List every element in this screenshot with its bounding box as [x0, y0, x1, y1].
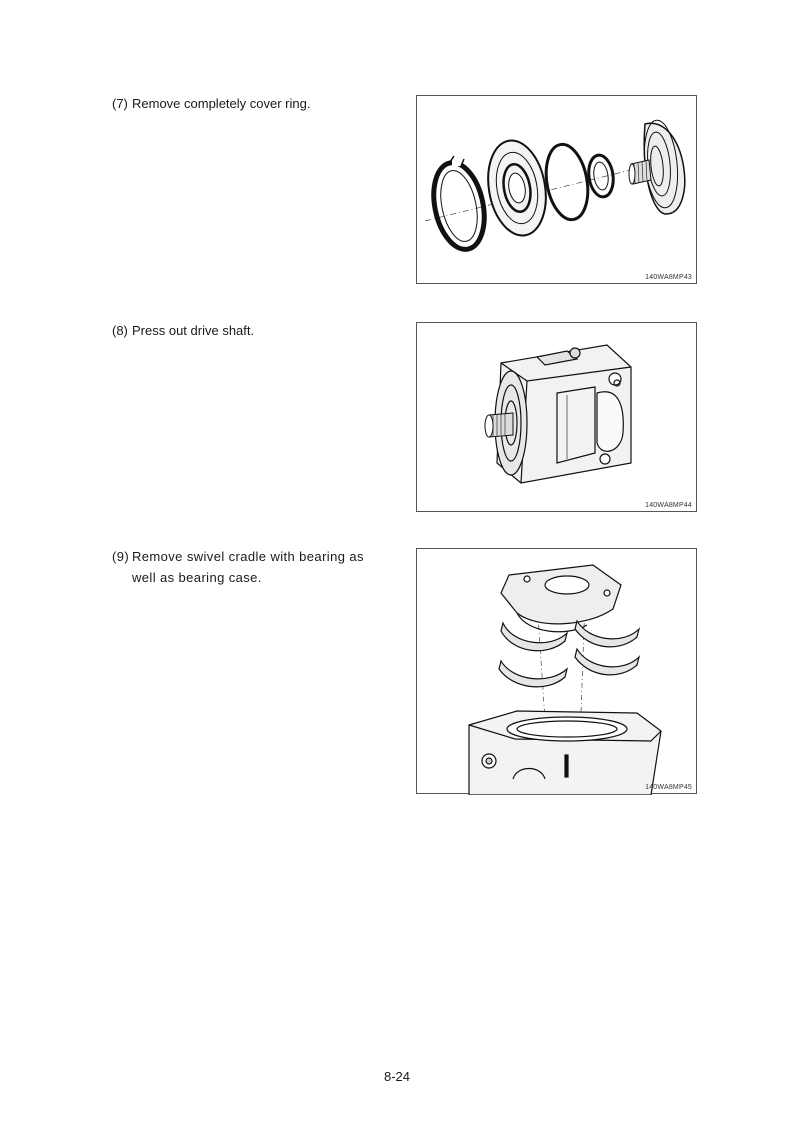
drive-shaft-housing-illustration: [417, 323, 698, 513]
swivel-cradle-exploded-illustration: [417, 549, 698, 795]
step-9-text-line2: well as bearing case.: [132, 570, 262, 585]
bearing-shells-upper: [501, 621, 639, 651]
bearing-shells-lower: [499, 649, 639, 687]
figure-cover-ring: [416, 95, 697, 284]
bearing-case: [469, 711, 661, 795]
step-7-number: (7): [112, 96, 128, 111]
snap-ring: [426, 156, 491, 254]
pump-housing: [495, 345, 631, 483]
figure-code: 140WA8MP44: [645, 502, 692, 509]
step-9-number: (9): [112, 549, 130, 564]
shaft-seal: [586, 154, 616, 199]
step-9-instruction: [112, 546, 380, 588]
step-8-number: (8): [112, 323, 128, 338]
step-8-instruction: [112, 320, 380, 341]
housing-with-shaft: [629, 119, 685, 214]
page-number: 8-24: [383, 1069, 411, 1084]
figure-code: 140WA8MP45: [645, 784, 692, 791]
step-7-text: Remove completely cover ring.: [132, 96, 311, 111]
swivel-cradle: [501, 565, 621, 632]
cover-ring-exploded-illustration: [417, 96, 698, 285]
step-7-instruction: [112, 93, 380, 114]
figure-code: 140WA8MP43: [645, 274, 692, 281]
o-ring: [541, 141, 594, 223]
figure-swivel-cradle: [416, 548, 697, 794]
drive-shaft: [485, 413, 513, 437]
cover-plate: [481, 136, 553, 240]
figure-drive-shaft: [416, 322, 697, 512]
step-9-text-line1: Remove swivel cradle with bearing as: [132, 549, 364, 564]
step-8-text: Press out drive shaft.: [132, 323, 255, 338]
